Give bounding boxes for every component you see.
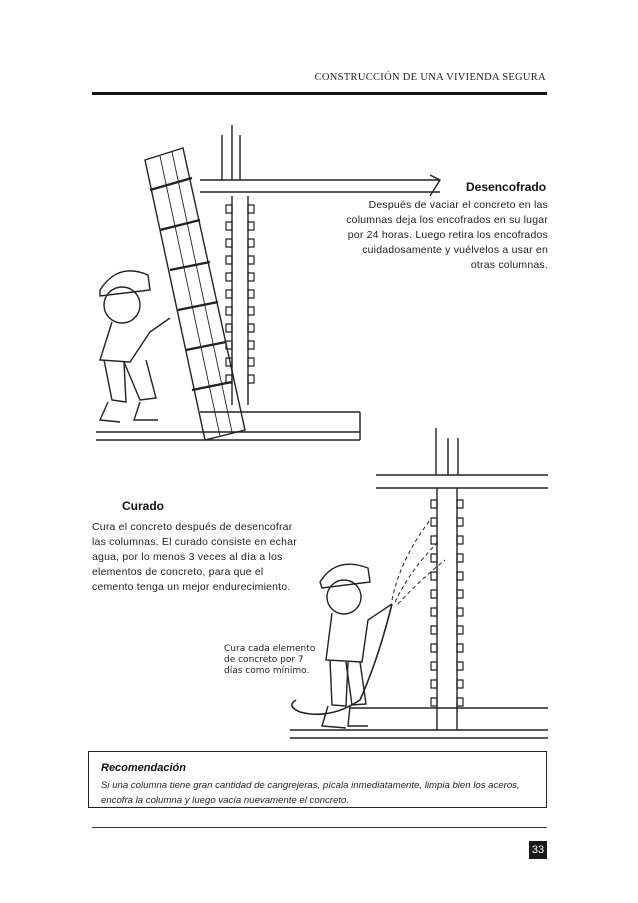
callout-line: de concreto por 7 <box>224 655 304 665</box>
desencofrado-text <box>336 198 548 273</box>
curado-line: las columnas. El curado consiste en echar <box>92 536 297 548</box>
desencofrado-line: Después de vaciar el concreto en las <box>368 199 548 211</box>
footer-rule <box>92 827 547 828</box>
desencofrado-title: Desencofrado <box>466 180 547 194</box>
desencofrado-line: cuidadosamente y vuélvelos a usar en <box>362 244 548 256</box>
curado-line: Cura el concreto después de desencofrar <box>92 521 293 533</box>
recommendation-line: Si una columna tiene gran cantidad de cangrejeras, pícala inmediatamente, limpia bien los aceros, <box>101 780 520 791</box>
desencofrado-line: por 24 horas. Luego retira los encofrados <box>347 229 548 241</box>
callout-line: Cura cada elemento <box>224 644 316 654</box>
running-header: CONSTRUCCIÓN DE UNA VIVIENDA SEGURA <box>314 72 546 83</box>
recommendation-text <box>101 778 541 808</box>
curado-title: Curado <box>122 499 164 513</box>
curado-text <box>92 520 312 595</box>
curado-line: agua, por lo menos 3 veces al día a los <box>92 551 283 563</box>
callout-line: días como mínimo. <box>224 666 310 676</box>
recommendation-line: encofra la columna y luego vacía nuevamente el concreto. <box>101 795 349 806</box>
curado-line: cemento tenga un mejor endurecimiento. <box>92 581 291 593</box>
page-number: 33 <box>529 841 547 859</box>
curado-line: elementos de concreto, para que el <box>92 566 264 578</box>
curing-callout <box>224 644 316 677</box>
desencofrado-line: columnas deja los encofrados en su lugar <box>346 214 548 226</box>
recommendation-box <box>88 751 547 808</box>
desencofrado-illustration <box>96 125 440 440</box>
curado-illustration <box>290 428 548 738</box>
desencofrado-line: otras columnas. <box>470 259 548 271</box>
recommendation-title: Recomendación <box>101 762 186 774</box>
